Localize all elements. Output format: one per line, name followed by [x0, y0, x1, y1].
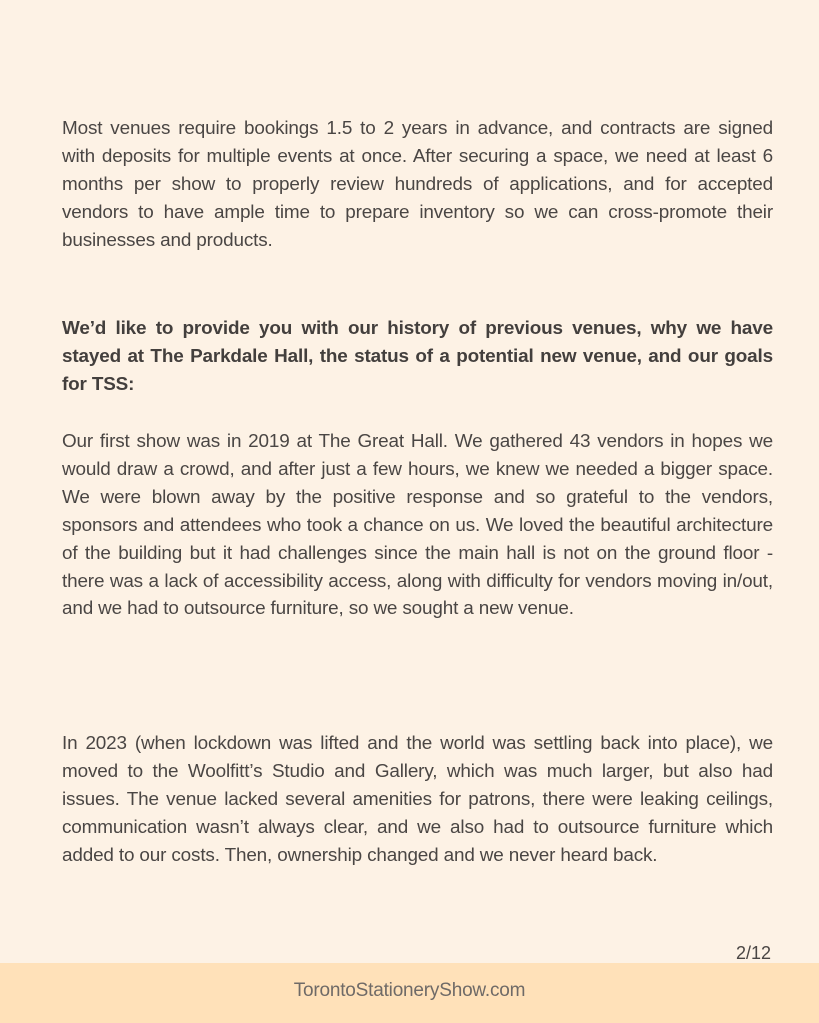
- history-paragraph-2019: Our first show was in 2019 at The Great Hall. We gathered 43 vendors in hopes we would draw a crowd, and after just a few hours, we knew we needed a bigger space. We were blown away by the positive response and so grateful to the vendors, sponsors and attendees who took a chance on us. We loved the beautiful architecture of the building but it had challenges since the main hall is not on the ground floor - there was a lack of accessibility access, along with difficulty for vendors moving in/out, and we had to outsource furniture, so we sought a new venue.: [62, 431, 773, 620]
- intro-paragraph: Most venues require bookings 1.5 to 2 years in advance, and contracts are signed with deposits for multiple events at once. After securing a space, we need at least 6 months per show to properly review hundreds of applications, and for accepted vendors to have ample time to prepare inventory so we can cross-promote their businesses and products.: [62, 118, 773, 251]
- footer-band: [0, 963, 819, 1023]
- bold-heading-paragraph: We’d like to provide you with our history of previous venues, why we have stayed at The Parkdale Hall, the status of a potential new venue, and our goals for TSS:: [62, 318, 773, 395]
- history-paragraph-2023: In 2023 (when lockdown was lifted and the world was settling back into place), we moved to the Woolfitt’s Studio and Gallery, which was much larger, but also had issues. The venue lacked several amenities for patrons, there were leaking ceilings, communication wasn’t always clear, and we also had to outsource furniture which added to our costs. Then, ownership changed and we never heard back.: [62, 733, 773, 866]
- page-number: 2/12: [735, 943, 771, 963]
- footer-website-link[interactable]: TorontoStationeryShow.com: [293, 980, 526, 1001]
